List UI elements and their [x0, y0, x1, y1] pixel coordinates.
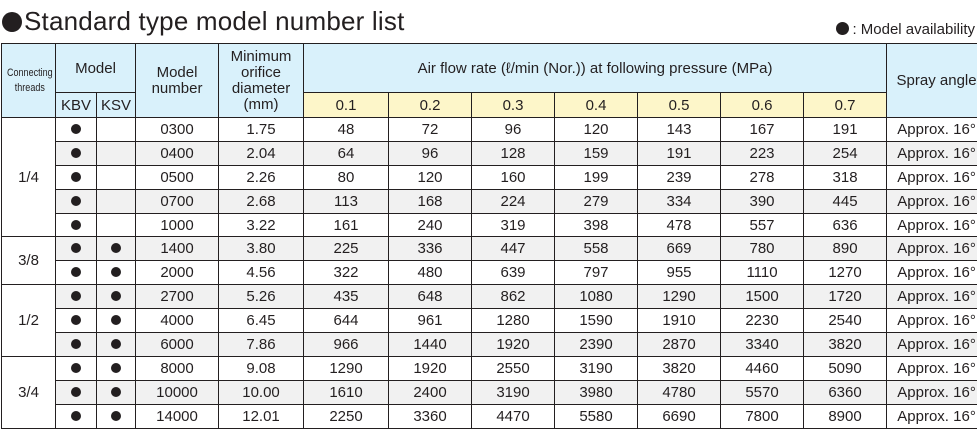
model-number-cell: 14000: [136, 404, 219, 428]
flow-rate-cell: 322: [304, 261, 389, 285]
flow-rate-cell: 2540: [804, 309, 887, 333]
flow-rate-cell: 159: [555, 141, 638, 165]
header-connecting-threads-text: Connecting threads: [7, 66, 53, 94]
header-pressure: 0.2: [389, 93, 472, 118]
kbv-availability-cell: [56, 118, 97, 142]
flow-rate-cell: 120: [389, 165, 472, 189]
flow-rate-cell: 160: [472, 165, 555, 189]
orifice-cell: 3.22: [219, 213, 304, 237]
header-connecting-threads: [2, 44, 56, 118]
model-number-cell: 2700: [136, 285, 219, 309]
page-title: [2, 4, 405, 38]
ksv-availability-cell: [97, 261, 136, 285]
flow-rate-cell: 480: [389, 261, 472, 285]
table-row: [2, 309, 977, 333]
flow-rate-cell: 3980: [555, 380, 638, 404]
flow-rate-cell: 48: [304, 118, 389, 142]
availability-dot-icon: [71, 387, 81, 397]
availability-dot-icon: [111, 363, 121, 373]
flow-rate-cell: 5580: [555, 404, 638, 428]
flow-rate-cell: 6360: [804, 380, 887, 404]
flow-rate-cell: 120: [555, 118, 638, 142]
flow-rate-cell: 1290: [304, 356, 389, 380]
model-number-cell: 0700: [136, 189, 219, 213]
header-model: Model: [56, 44, 136, 93]
orifice-cell: 3.80: [219, 237, 304, 261]
availability-dot-icon: [111, 411, 121, 421]
header-pressure: 0.4: [555, 93, 638, 118]
availability-dot-icon: [111, 267, 121, 277]
flow-rate-cell: 199: [555, 165, 638, 189]
ksv-availability-cell: [97, 356, 136, 380]
kbv-availability-cell: [56, 261, 97, 285]
flow-rate-cell: 955: [638, 261, 721, 285]
spray-angle-cell: Approx. 16°: [887, 309, 977, 333]
thread-size-cell: [2, 356, 56, 428]
flow-rate-cell: 3190: [472, 380, 555, 404]
spray-angle-cell: Approx. 16°: [887, 261, 977, 285]
spray-angle-cell: Approx. 16°: [887, 237, 977, 261]
kbv-availability-cell: [56, 404, 97, 428]
flow-rate-cell: 3190: [555, 356, 638, 380]
availability-dot-icon: [71, 411, 81, 421]
flow-rate-cell: 398: [555, 213, 638, 237]
flow-rate-cell: 4460: [721, 356, 804, 380]
flow-rate-cell: 168: [389, 189, 472, 213]
table-row: [2, 404, 977, 428]
spray-angle-cell: Approx. 16°: [887, 141, 977, 165]
flow-rate-cell: 3820: [804, 333, 887, 357]
thread-size-cell: [2, 118, 56, 237]
flow-rate-cell: 3820: [638, 356, 721, 380]
flow-rate-cell: 780: [721, 237, 804, 261]
flow-rate-cell: 64: [304, 141, 389, 165]
header-spray-angle: Spray angle: [887, 44, 977, 118]
table-row: [2, 118, 977, 142]
flow-rate-cell: 862: [472, 285, 555, 309]
table-row: [2, 356, 977, 380]
flow-rate-cell: 143: [638, 118, 721, 142]
ksv-availability-cell: [97, 380, 136, 404]
ksv-availability-cell: [97, 141, 136, 165]
flow-rate-cell: 1080: [555, 285, 638, 309]
header-pressure: 0.6: [721, 93, 804, 118]
availability-dot-icon: [111, 315, 121, 325]
flow-rate-cell: 336: [389, 237, 472, 261]
thread-size-cell: [2, 237, 56, 285]
flow-rate-cell: 1920: [472, 333, 555, 357]
flow-rate-cell: 1280: [472, 309, 555, 333]
orifice-cell: 4.56: [219, 261, 304, 285]
ksv-availability-cell: [97, 285, 136, 309]
flow-rate-cell: 1290: [638, 285, 721, 309]
table-row: [2, 285, 977, 309]
model-number-cell: 0500: [136, 165, 219, 189]
flow-rate-cell: 1720: [804, 285, 887, 309]
orifice-cell: 1.75: [219, 118, 304, 142]
flow-rate-cell: 161: [304, 213, 389, 237]
flow-rate-cell: 644: [304, 309, 389, 333]
header-model-number: Model number: [136, 44, 219, 118]
kbv-availability-cell: [56, 309, 97, 333]
flow-rate-cell: 3340: [721, 333, 804, 357]
model-number-cell: 4000: [136, 309, 219, 333]
model-number-cell: 10000: [136, 380, 219, 404]
flow-rate-cell: 80: [304, 165, 389, 189]
flow-rate-cell: 669: [638, 237, 721, 261]
flow-rate-cell: 1500: [721, 285, 804, 309]
flow-rate-cell: 318: [804, 165, 887, 189]
legend-text: : Model availability: [852, 21, 975, 38]
flow-rate-cell: 223: [721, 141, 804, 165]
availability-dot-icon: [111, 339, 121, 349]
kbv-availability-cell: [56, 237, 97, 261]
flow-rate-cell: 558: [555, 237, 638, 261]
spray-angle-cell: Approx. 16°: [887, 285, 977, 309]
spray-angle-cell: Approx. 16°: [887, 356, 977, 380]
flow-rate-cell: 254: [804, 141, 887, 165]
flow-rate-cell: 96: [389, 141, 472, 165]
ksv-availability-cell: [97, 333, 136, 357]
availability-dot-icon: [111, 243, 121, 253]
flow-rate-cell: 113: [304, 189, 389, 213]
model-number-cell: 0400: [136, 141, 219, 165]
page-title-text: Standard type model number list: [24, 6, 405, 36]
spray-angle-cell: Approx. 16°: [887, 118, 977, 142]
orifice-cell: 10.00: [219, 380, 304, 404]
spray-angle-cell: Approx. 16°: [887, 189, 977, 213]
model-number-cell: 8000: [136, 356, 219, 380]
table-row: [2, 380, 977, 404]
table-row: [2, 189, 977, 213]
table-row: [2, 237, 977, 261]
table-row: [2, 333, 977, 357]
thread-size-cell: [2, 285, 56, 357]
ksv-availability-cell: [97, 118, 136, 142]
flow-rate-cell: 1590: [555, 309, 638, 333]
kbv-availability-cell: [56, 213, 97, 237]
flow-rate-cell: 319: [472, 213, 555, 237]
model-number-table: [1, 43, 977, 429]
header-pressure: 0.1: [304, 93, 389, 118]
model-number-cell: 1400: [136, 237, 219, 261]
flow-rate-cell: 72: [389, 118, 472, 142]
flow-rate-cell: 1270: [804, 261, 887, 285]
availability-dot-icon: [71, 196, 81, 206]
kbv-availability-cell: [56, 165, 97, 189]
header-ksv: KSV: [97, 93, 136, 118]
availability-dot-icon: [71, 148, 81, 158]
flow-rate-cell: 224: [472, 189, 555, 213]
flow-rate-cell: 191: [638, 141, 721, 165]
header-min-orifice: Minimum orifice diameter (mm): [219, 44, 304, 118]
flow-rate-cell: 225: [304, 237, 389, 261]
spray-angle-cell: Approx. 16°: [887, 165, 977, 189]
availability-dot-icon: [71, 339, 81, 349]
availability-dot-icon: [71, 315, 81, 325]
flow-rate-cell: 128: [472, 141, 555, 165]
spray-angle-cell: Approx. 16°: [887, 380, 977, 404]
flow-rate-cell: 279: [555, 189, 638, 213]
bullet-icon: [2, 12, 22, 32]
ksv-availability-cell: [97, 189, 136, 213]
availability-dot-icon: [71, 267, 81, 277]
legend: [836, 20, 975, 40]
ksv-availability-cell: [97, 404, 136, 428]
orifice-cell: 2.26: [219, 165, 304, 189]
thread-size: 1/4: [18, 168, 39, 186]
flow-rate-cell: 278: [721, 165, 804, 189]
flow-rate-cell: 390: [721, 189, 804, 213]
flow-rate-cell: 2250: [304, 404, 389, 428]
header-pressure: 0.5: [638, 93, 721, 118]
flow-rate-cell: 4470: [472, 404, 555, 428]
spray-angle-cell: Approx. 16°: [887, 333, 977, 357]
model-number-cell: 2000: [136, 261, 219, 285]
header-kbv: KBV: [56, 93, 97, 118]
flow-rate-cell: 2230: [721, 309, 804, 333]
availability-dot-icon: [71, 291, 81, 301]
flow-rate-cell: 478: [638, 213, 721, 237]
flow-rate-cell: 4780: [638, 380, 721, 404]
flow-rate-cell: 3360: [389, 404, 472, 428]
kbv-availability-cell: [56, 356, 97, 380]
orifice-cell: 12.01: [219, 404, 304, 428]
flow-rate-cell: 334: [638, 189, 721, 213]
orifice-cell: 9.08: [219, 356, 304, 380]
flow-rate-cell: 636: [804, 213, 887, 237]
orifice-cell: 7.86: [219, 333, 304, 357]
flow-rate-cell: 435: [304, 285, 389, 309]
availability-dot-icon: [71, 124, 81, 134]
flow-rate-cell: 2870: [638, 333, 721, 357]
ksv-availability-cell: [97, 309, 136, 333]
header-air-flow: Air flow rate (ℓ/min (Nor.)) at following pressure (MPa): [304, 44, 887, 93]
ksv-availability-cell: [97, 213, 136, 237]
flow-rate-cell: 2550: [472, 356, 555, 380]
flow-rate-cell: 6690: [638, 404, 721, 428]
flow-rate-cell: 239: [638, 165, 721, 189]
ksv-availability-cell: [97, 165, 136, 189]
flow-rate-cell: 639: [472, 261, 555, 285]
spray-angle-cell: Approx. 16°: [887, 213, 977, 237]
availability-dot-icon: [71, 243, 81, 253]
spray-angle-cell: Approx. 16°: [887, 404, 977, 428]
availability-dot-icon: [71, 172, 81, 182]
orifice-cell: 5.26: [219, 285, 304, 309]
flow-rate-cell: 1920: [389, 356, 472, 380]
orifice-cell: 2.04: [219, 141, 304, 165]
flow-rate-cell: 1910: [638, 309, 721, 333]
flow-rate-cell: 2390: [555, 333, 638, 357]
flow-rate-cell: 7800: [721, 404, 804, 428]
flow-rate-cell: 966: [304, 333, 389, 357]
flow-rate-cell: 96: [472, 118, 555, 142]
kbv-availability-cell: [56, 141, 97, 165]
availability-dot-icon: [71, 220, 81, 230]
kbv-availability-cell: [56, 189, 97, 213]
model-number-cell: 6000: [136, 333, 219, 357]
flow-rate-cell: 447: [472, 237, 555, 261]
table-row: [2, 213, 977, 237]
thread-size: 3/4: [18, 383, 39, 401]
thread-size: 3/8: [18, 252, 39, 270]
flow-rate-cell: 648: [389, 285, 472, 309]
availability-dot-icon: [71, 363, 81, 373]
flow-rate-cell: 2400: [389, 380, 472, 404]
header-pressure: 0.3: [472, 93, 555, 118]
flow-rate-cell: 167: [721, 118, 804, 142]
model-number-cell: 1000: [136, 213, 219, 237]
flow-rate-cell: 1110: [721, 261, 804, 285]
model-number-cell: 0300: [136, 118, 219, 142]
flow-rate-cell: 557: [721, 213, 804, 237]
header-pressure: 0.7: [804, 93, 887, 118]
table-body: [2, 118, 977, 429]
flow-rate-cell: 445: [804, 189, 887, 213]
flow-rate-cell: 797: [555, 261, 638, 285]
flow-rate-cell: 1610: [304, 380, 389, 404]
kbv-availability-cell: [56, 380, 97, 404]
availability-dot-icon: [836, 22, 849, 35]
table-row: [2, 261, 977, 285]
flow-rate-cell: 5090: [804, 356, 887, 380]
orifice-cell: 6.45: [219, 309, 304, 333]
ksv-availability-cell: [97, 237, 136, 261]
flow-rate-cell: 8900: [804, 404, 887, 428]
flow-rate-cell: 191: [804, 118, 887, 142]
kbv-availability-cell: [56, 285, 97, 309]
table-row: [2, 165, 977, 189]
kbv-availability-cell: [56, 333, 97, 357]
thread-size: 1/2: [18, 312, 39, 330]
flow-rate-cell: 240: [389, 213, 472, 237]
orifice-cell: 2.68: [219, 189, 304, 213]
flow-rate-cell: 890: [804, 237, 887, 261]
flow-rate-cell: 5570: [721, 380, 804, 404]
availability-dot-icon: [111, 291, 121, 301]
flow-rate-cell: 961: [389, 309, 472, 333]
table-row: [2, 141, 977, 165]
availability-dot-icon: [111, 387, 121, 397]
flow-rate-cell: 1440: [389, 333, 472, 357]
